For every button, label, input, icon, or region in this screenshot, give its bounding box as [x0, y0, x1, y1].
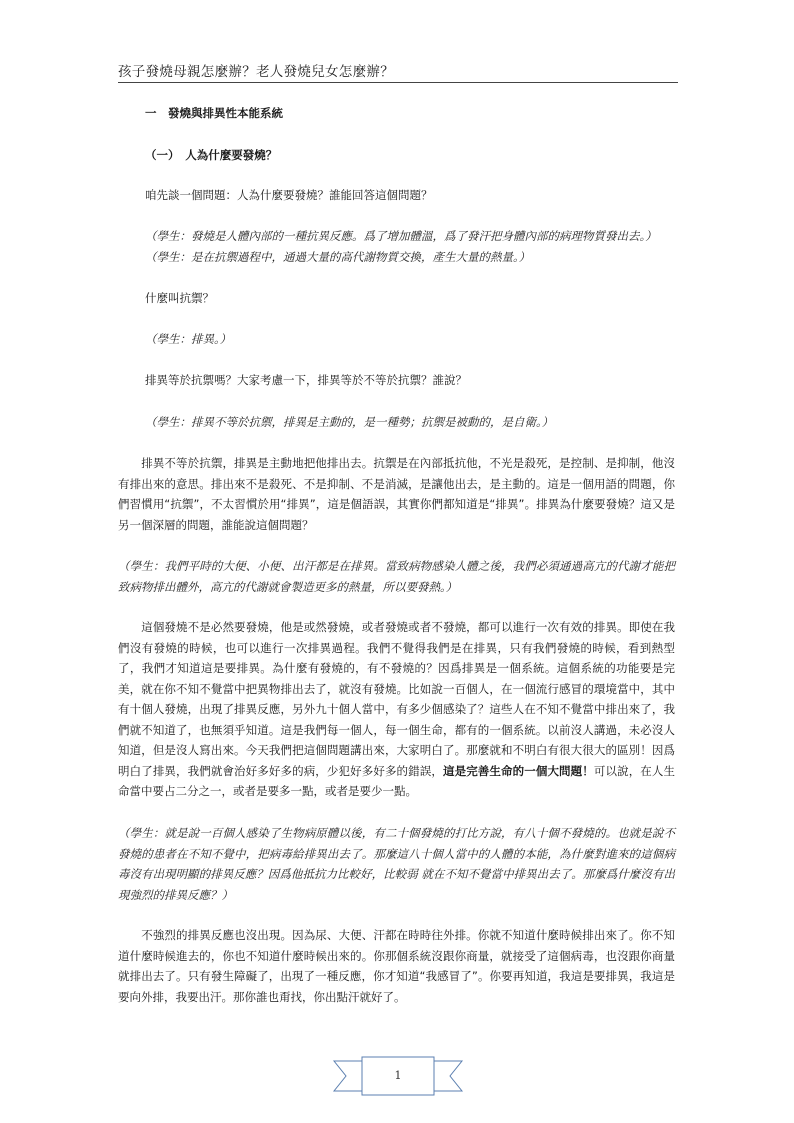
subsection-heading: （一） 人為什麼要發燒？ [145, 148, 278, 162]
paragraph-explanation-2-emphasis: 這是完善生命的一個大問題！ [442, 763, 594, 778]
running-header: 孩子發燒母親怎麼辦？老人發燒兒女怎麼辦？ [118, 64, 394, 80]
student-reply-3: （學生：排異不等於抗禦，排異是主動的，是一種勢；抗禦是被動的，是自衛。） [145, 415, 554, 429]
page-number: 1 [394, 1069, 402, 1082]
paragraph-question-3: 排異等於抗禦嗎？大家考慮一下，排異等於不等於抗禦？誰說？ [145, 373, 467, 387]
page-footer-ornament [332, 1055, 464, 1097]
paragraph-explanation-2 [118, 617, 675, 802]
section-heading: 一 發燒與排異性本能系統 [145, 106, 283, 120]
paragraph-explanation-3: 不強烈的排異反應也沒出現。因為尿、大便、汗都在時時往外排。你就不知道什麼時候排出來了。你不知道什麼時候進去的，你也不知道什麼時候出來的。你那個系統沒跟你商量，就接受了這個病毒，也沒跟你商量就排出去了。只有發生障礙了，出現了一種反應，你才知道“我感冒了”。你要再知道，我這是要排異，我這是要向外排，我要出汗。那你誰也甭找，你出點汗就好了。 [118, 928, 675, 1004]
student-reply-2: （學生：排異。） [145, 332, 232, 346]
student-reply-4: （學生：我們平時的大便、小便、出汗都是在排異。當致病物感染人體之後，我們必須通過高亢的代謝才能把致病物排出體外，高亢的代謝就會製造更多的熱量，所以要發熱。） [118, 559, 675, 594]
paragraph-explanation-2-main: 這個發燒不是必然要發燒，他是或然發燒，或者發燒或者不發燒，都可以進行一次有效的排異。即使在我們沒有發燒的時候，也可以進行一次排異過程。我們不覺得我們是在排異，只有我們發燒的時候，看到熱型了，我們才知道這是要排異。為什麼有發燒的，有不發燒的？因爲排異是一個系統。這個系統的功能要是完美，就在你不知不覺當中把異物排出去了，就沒有發燒。比如說一百個人，在一個流行感冒的環境當中，其中有十個人發燒，出現了排異反應，另外九十個人當中，有多少個感染了？這些人在不知不覺當中排出來了，我們就不知道了，也無須乎知道。這是我們每一個人，每一個生命，都有的一個系統。以前沒人講過，未必沒人知道，但是沒人寫出來。今天我們把這個問題講出來，大家明白了。那麼就和不明白有很大很大的區別！因爲明白了排異，我們就會治好多好多的病，少犯好多好多的錯誤， [118, 620, 675, 778]
paragraph-explanation-1: 排異不等於抗禦，排異是主動地把他排出去。抗禦是在內部抵抗他，不光是殺死，是控制、是抑制，他沒有排出來的意思。排出來不是殺死、不是抑制、不是消滅，是讓他出去，是主動的。這是一個用語的問題，你們習慣用“抗禦”，不太習慣於用“排異”，這是個語誤，其實你們都知道是“排異”。排異為什麼要發燒？這又是另一個深層的問題，誰能說這個問題？ [118, 456, 675, 532]
paragraph-question-2: 什麼叫抗禦？ [145, 291, 214, 305]
paragraph-question-1: 咱先談一個問題：人為什麼要發燒？誰能回答這個問題？ [145, 188, 433, 202]
student-reply-5: （學生：就是說一百個人感染了生物病原體以後，有二十個發燒的打比方說，有八十個不發燒的。也就是說不發燒的患者在不知不覺中，把病毒給排異出去了。那麼這八十個人當中的人體的本能，為什麼對進來的這個病毒沒有出現明顯的排異反應？因爲他抵抗力比較好，比較弱 就在不知不覺當中排異出去了。那麼爲什麼沒有出現強烈的排異反應？） [118, 826, 675, 902]
paragraph-explanation-2-tail: 可以說，在人生命當中要占二分之一，或者是要多一點，或者是要少一點。 [118, 763, 676, 798]
student-reply-1b: （學生：是在抗禦過程中，通過大量的高代謝物質交換，產生大量的熱量。） [145, 250, 531, 264]
student-reply-1a: （學生：發燒是人體內部的一種抗異反應。爲了增加體溫，爲了發汗把身體內部的病理物質發出去。） [145, 229, 657, 243]
header-divider [118, 82, 678, 83]
